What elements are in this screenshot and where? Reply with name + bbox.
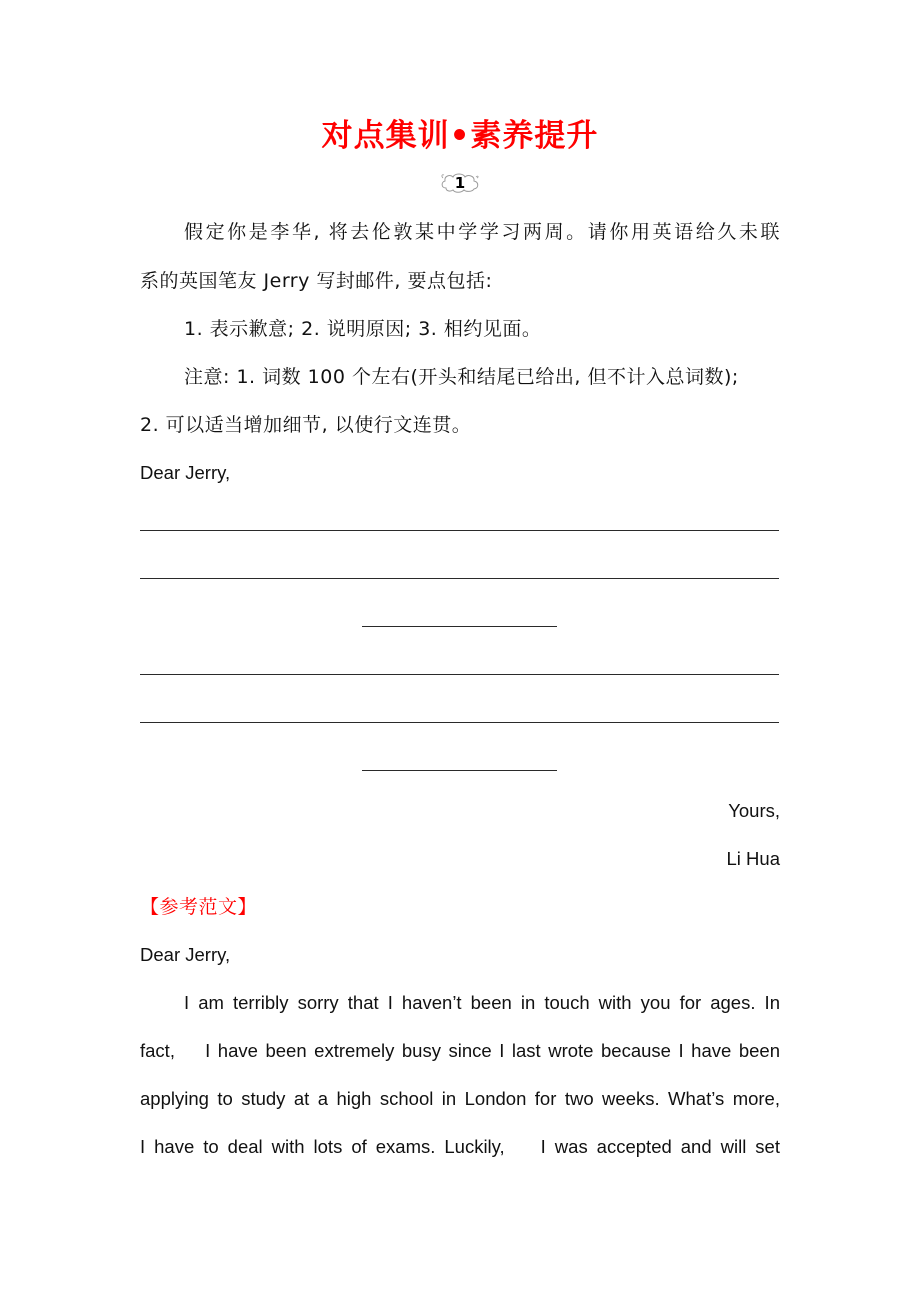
prompt-note-2: 2. 可以适当增加细节, 以使行文连贯。 xyxy=(140,414,472,436)
prompt-note-1: 注意: 1. 词数 100 个左右(开头和结尾已给出, 但不计入总词数); xyxy=(184,366,739,388)
sample-answer-label: 【参考范文】 xyxy=(140,896,258,918)
prompt-points: 1. 表示歉意; 2. 说明原因; 3. 相约见面。 xyxy=(184,318,542,340)
letter-signature: Li Hua xyxy=(726,848,780,869)
writing-blank-line[interactable] xyxy=(140,578,779,579)
sample-line: fact, I have been extremely busy since I last wrote because I have been xyxy=(140,1040,780,1061)
sample-line: applying to study at a high school in London for two weeks. What’s more, xyxy=(140,1088,780,1109)
prompt-line-1: 假定你是李华, 将去伦敦某中学学习两周。请你用英语给久未联 xyxy=(184,221,780,243)
sample-salutation: Dear Jerry, xyxy=(140,944,231,965)
sample-line: I have to deal with lots of exams. Luckily, I was accepted and will set xyxy=(140,1136,780,1157)
writing-blank-line-short[interactable] xyxy=(362,770,557,771)
sample-line: I am terribly sorry that I haven’t been in touch with you for ages. In xyxy=(184,992,780,1013)
writing-blank-line[interactable] xyxy=(140,530,779,531)
letter-salutation: Dear Jerry, xyxy=(140,462,231,483)
letter-closing: Yours, xyxy=(728,800,780,821)
writing-blank-line[interactable] xyxy=(140,722,779,723)
page-title: 对点集训•素养提升 xyxy=(321,118,599,154)
writing-blank-line[interactable] xyxy=(140,674,779,675)
prompt-line-2: 系的英国笔友 Jerry 写封邮件, 要点包括: xyxy=(140,270,493,292)
writing-blank-line-short[interactable] xyxy=(362,626,557,627)
badge-number: 1 xyxy=(454,174,466,192)
cloud-number-badge xyxy=(438,170,482,196)
